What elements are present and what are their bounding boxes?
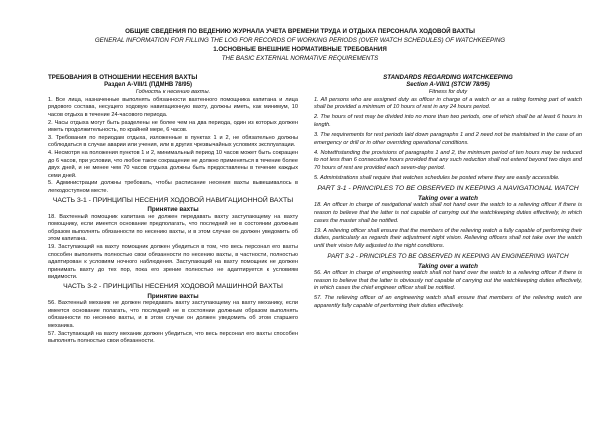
left-taking2: Принятие вахты [147,292,199,300]
right-part1: PART 3-1 - PRINCIPLES TO BE OBSERVED IN KEEPING A NAVIGATIONAL WATCH [317,185,579,193]
paragraph: 2. Часы отдыха могут быть разделены не более чем на два периода, один из которых должен иметь продолжительность, по крайней мере, 6 часов. [48,119,298,134]
paragraph: 56. An officer in charge of engineering watch shall not hand over the watch to a relieving officer if there is reason to believe that the latter is obviously not capable of carrying out the watchkeeping duties effectively, in which cases the chief engineer officer shall be notified. [314,270,582,292]
right-fitness: Fitness for duty [428,89,468,96]
paragraph: 57. Заступающий на вахту механик должен убедиться, что весь персонал его вахты способен выполнять полностью свои обязанности. [48,330,298,345]
paragraph: 1. All persons who are assigned duty as officer in charge of a watch or as a rating forming part of watch shall be provided a minimum of 10 hours of rest in any 24 hours period. [314,96,582,111]
paragraph: 18. An officer in charge of navigational watch shall not hand over the watch to a relieving officer if there is reason to believe that the latter is not capable of carrying out the watchkeeping duties effectively, in which cases the master shall be notified. [314,202,582,224]
paragraph: 4. Несмотря на положения пунктов 1 и 2, минимальный период 10 часов может быть сокращен до 6 часов, при условии, что любое такое сокращение не должно применяться в течение более двух дней, и не менее чем 70 часов отдыха должны быть предоставлены в течение каждых семи дней. [48,149,298,179]
section-en: THE BASIC EXTERNAL NORMATIVE REQUIREMENTS [221,55,379,62]
paragraph: 57. The relieving officer of an engineering watch shall ensure that members of the relieving watch are apparently fully capable of performing their duties effectively. [314,295,582,310]
paragraph: 4. Notwithstanding the provisions of paragraphs 1 and 2, the minimum period of ten hours may be reduced to not less than 6 consecutive hours provided that any such reduction shall not extend beyond two days and 70 hours of rest are provided each seven-day period. [314,149,582,172]
paragraph: 18. Вахтенный помощник капитана не должен передавать вахту заступающему на вахту помощнику, если имеется основание предполагать, что последний не в состоянии должным образом выполнять обязанности по несению вахты, и в этом случае он должен уведомить об этом капитана. [48,213,298,243]
right-taking1: Taking over a watch [418,194,478,202]
right-heading: STANDARDS REGARDING WATCHKEEPING [383,74,513,81]
paragraph: 1. Все лица, назначенные выполнять обязанности вахтенного помощника капитана и лица рядового состава, несущего ходовую навигационную вахту, должны иметь, как минимум, 10 часов отдыха в течение 24-часового периода. [48,96,298,118]
left-taking1: Принятие вахты [147,206,199,214]
right-section: Section A-VIII/1 (STCW 78/95) [406,81,490,88]
paragraph: 56. Вахтенный механик не должен передавать вахту заступающему на вахту механику, если имеется основание полагать, что последний не в состоянии должным образом выполнять обязанности по несению вахты, и в этом случае он должен уведомить об этом старшего механика. [48,300,298,329]
paragraph: 3. Требования по периодам отдыха, изложенные в пунктах 1 и 2, не обязательно должны соблюдаться в случае аварии или учения, или в других чрезвычайных условиях эксплуатации. [48,134,298,149]
paragraph: 19. A relieving officer shall ensure that the members of the relieving watch a fully capable of performing their duties, particularly as regards their adjustment night vision. Relieving officers shall not take over the watch until their vision fully adjusted to the night conditions. [314,227,582,249]
paragraph: 2. The hours of rest may be divided into no more than two periods, one of which shall be at least 6 hours in length. [314,114,582,129]
paragraph: 3. The requirements for rest periods laid down paragraphs 1 and 2 need not be maintained in the case of an emergency or drill or in other overriding operational conditions. [314,132,582,146]
paragraph: 19. Заступающий на вахту помощник должен убедиться в том, что весь персонал его вахты способен выполнять полностью свои обязанности по несению вахты, в частности, полностью адаптирован к условиям ночного наблюдения. Заступающий на вахту помощник не должен принимать вахту до тех пор, пока его зрение полностью не адаптируется к условиям видимости. [48,244,298,281]
english-column [314,74,582,313]
left-part2: ЧАСТЬ 3-2 - ПРИНЦИПЫ НЕСЕНИЯ ХОДОВОЙ МАШИННОЙ ВАХТЫ [63,283,283,291]
left-section: Раздел A-VIII/1 (ПДМНВ 78/95) [104,81,192,88]
title-ru: ОБЩИЕ СВЕДЕНИЯ ПО ВЕДЕНИЮ ЖУРНАЛА УЧЕТА ВРЕМЕНИ ТРУДА И ОТДЫХА ПЕРСОНАЛА ХОДОВОЙ ВАХТЫ [125,28,475,35]
title-en: GENERAL INFORMATION FOR FILLING THE LOG FOR RECORDS OF WORKING PERIODS (OVER WATCH SCHEDULES) OF WATCHKEEPING [94,37,506,44]
section-ru: 1.ОСНОВНЫЕ ВНЕШНИЕ НОРМАТИВНЫЕ ТРЕБОВАНИЯ [213,46,387,53]
left-fitness: Годность к несению вахты. [135,89,211,96]
left-heading: ТРЕБОВАНИЯ В ОТНОШЕНИИ НЕСЕНИЯ ВАХТЫ [48,74,198,81]
right-taking2: Taking over a watch [418,262,478,270]
russian-column [48,74,298,346]
left-part1: ЧАСТЬ 3-1 - ПРИНЦИПЫ НЕСЕНИЯ ХОДОВОЙ НАВИГАЦИОННОЙ ВАХТЫ [52,196,294,204]
paragraph: 5. Администрации должны требовать, чтобы расписание несения вахты вывешивалось в легкодоступном месте. [48,180,298,194]
right-part2: PART 3-2 - PRINCIPLES TO BE OBSERVED IN KEEPING AN ENGINEERING WATCH [327,252,569,260]
paragraph: 5. Administrations shall require that watches schedules be posted where they are easily accessible. [314,175,560,182]
